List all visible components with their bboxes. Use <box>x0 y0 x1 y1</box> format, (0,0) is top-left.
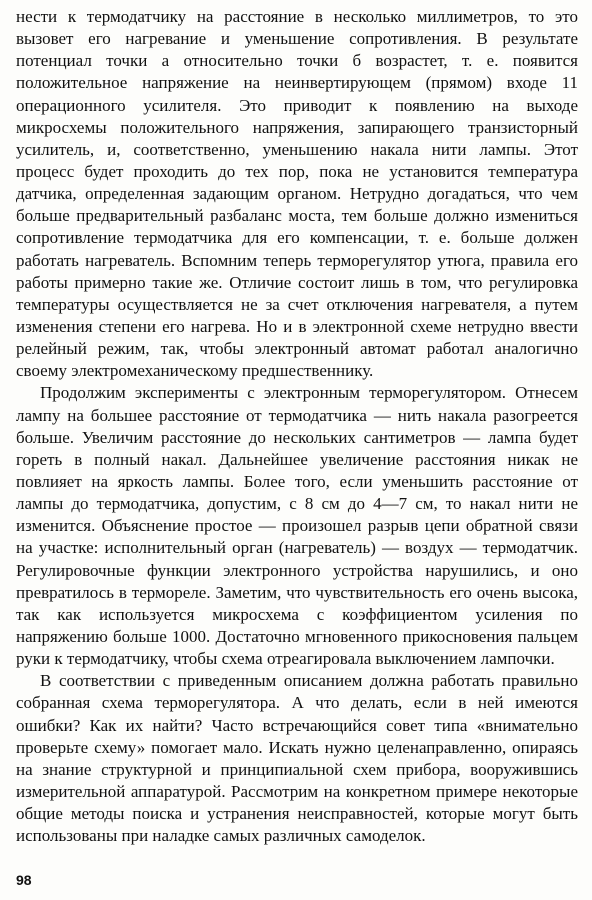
paragraph-2: Продолжим эксперименты с электронным терморегулятором. Отнесем лампу на большее расстояние от термодатчика — нить накала разогреется больше. Увеличим расстояние до нескольких сантиметров — лампа будет гореть в полный накал. Дальнейшее увеличение расстояния никак не повлияет на яркость лампы. Более того, если уменьшить расстояние от лампы до термодатчика, допустим, с 8 см до 4—7 см, то накал нити не изменится. Объяснение простое — произошел разрыв цепи обратной связи на участке: исполнительный орган (нагреватель) — воздух — термодатчик. Регулировочные функции электронного устройства нарушились, и оно превратилось в термореле. Заметим, что чувствительность его очень высока, так как используется микросхема с коэффициентом усиления по напряжению больше 1000. Достаточно мгновенного прикосновения пальцем руки к термодатчику, чтобы схема отреагировала выключением лампочки. <box>16 383 578 669</box>
page-number: 98 <box>16 872 32 888</box>
body-text <box>16 6 578 847</box>
paragraph-3: В соответствии с приведенным описанием должна работать правильно собранная схема терморегулятора. А что делать, если в ней имеются ошибки? Как их найти? Часто встречающийся совет типа «внимательно проверьте схему» помогает мало. Искать нужно целенаправленно, опираясь на знание структурной и принципиальной схем прибора, вооружившись измерительной аппаратурой. Рассмотрим на конкретном примере некоторые общие методы поиска и устранения неисправностей, которые могут быть использованы при наладке самых различных самоделок. <box>16 671 578 846</box>
paragraph-1: нести к термодатчику на расстояние в несколько миллиметров, то это вызовет его нагревание и уменьшение сопротивления. В результате потенциал точки а относительно точки б возрастет, т. е. появится положительное напряжение на неинвертирующем (прямом) входе 11 операционного усилителя. Это приводит к появлению на выходе микросхемы положительного напряжения, запирающего транзисторный усилитель, и, соответственно, уменьшению накала нити лампы. Этот процесс будет проходить до тех пор, пока не установится температура датчика, определенная задающим органом. Нетрудно догадаться, что чем больше предварительный разбаланс моста, тем больше должно измениться сопротивление термодатчика для его компенсации, т. е. больше должен работать нагреватель. Вспомним теперь терморегулятор утюга, правила его работы примерно такие же. Отличие состоит лишь в том, что регулировка температуры осуществляется не за счет отключения нагревателя, а путем изменения степени его нагрева. Но и в электронной схеме нетрудно ввести релейный режим, так, чтобы электронный автомат работал аналогично своему электромеханическому предшественнику. <box>16 7 578 381</box>
